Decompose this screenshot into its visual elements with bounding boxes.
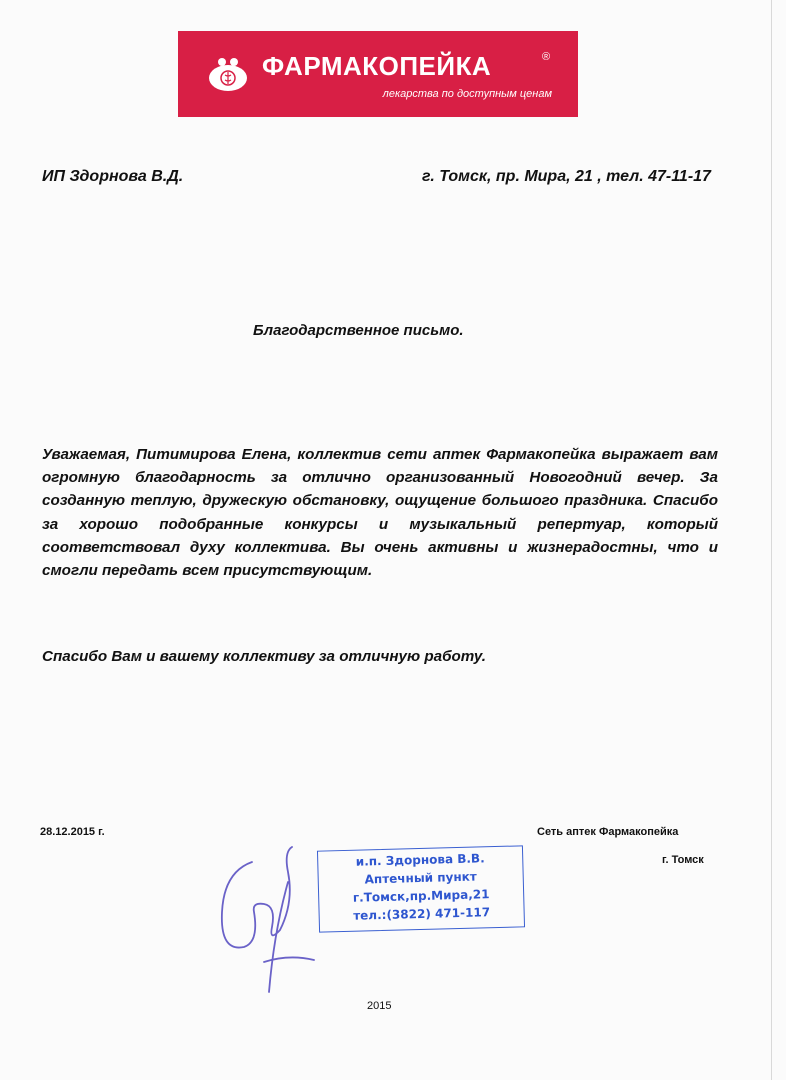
page-edge bbox=[771, 0, 772, 1080]
stamp-line: г.Томск,пр.Мира,21 bbox=[352, 887, 490, 905]
stamp-line: тел.:(3822) 471-117 bbox=[353, 905, 491, 923]
closing-thanks: Спасибо Вам и вашему коллективу за отличную работу. bbox=[42, 648, 486, 665]
sender-name: ИП Здорнова В.Д. bbox=[42, 168, 184, 185]
letter-body bbox=[42, 443, 718, 582]
sender-address: г. Томск, пр. Мира, 21 , тел. 47-11-17 bbox=[422, 168, 711, 185]
letter-title: Благодарственное письмо. bbox=[253, 322, 464, 339]
body-paragraph: Уважаемая, Питимирова Елена, коллектив сети аптек Фармакопейка выражает вам огромную благодарность за отлично организованный Новогодний вечер. За созданную теплую, дружескую обстановку, ощущение большого праздника. Спасибо за хорошо подобранные конкурсы и музыкальный репертуар, который соответствовал духу коллектива. Вы очень активны и жизнерадостны, что и смогли передать всем присутствующим. bbox=[42, 446, 718, 580]
coin-purse-icon bbox=[206, 53, 250, 93]
brand-tagline: лекарства по доступным ценам bbox=[382, 88, 552, 100]
footer-year: 2015 bbox=[367, 1000, 392, 1012]
stamp-line: Аптечный пункт bbox=[364, 869, 477, 887]
logo-banner bbox=[178, 31, 578, 117]
handwritten-signature bbox=[214, 842, 334, 1002]
organization-name: Сеть аптек Фармакопейка bbox=[537, 826, 679, 838]
stamp-line: и.п. Здорнова В.В. bbox=[355, 851, 485, 869]
registered-mark: ® bbox=[542, 51, 551, 63]
brand-name: ФАРМАКОПЕЙКА bbox=[262, 51, 492, 81]
organization-city: г. Томск bbox=[662, 854, 704, 866]
official-stamp bbox=[317, 845, 525, 932]
letter-date: 28.12.2015 г. bbox=[40, 826, 105, 838]
